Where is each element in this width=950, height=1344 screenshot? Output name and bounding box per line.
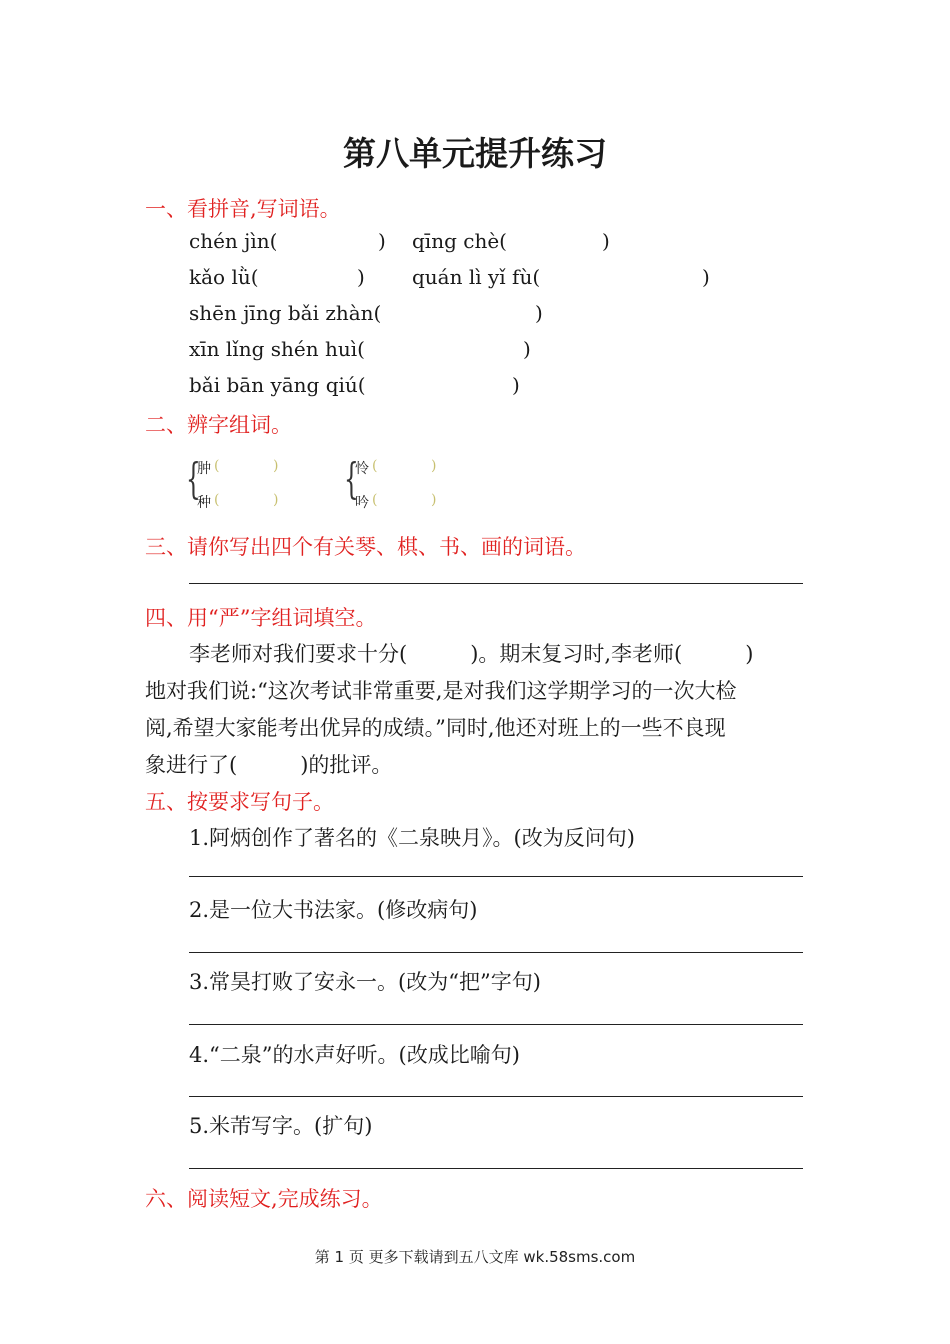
pinyin-close: ) — [378, 229, 386, 253]
pinyin-item: bǎi bān yāng qiú( — [189, 373, 366, 397]
paragraph-line: 李老师对我们要求十分( )。期末复习时,李老师( ) — [189, 642, 754, 666]
section-3-heading: 三、请你写出四个有关琴、棋、书、画的词语。 — [145, 535, 586, 559]
answer-line — [189, 1168, 803, 1169]
section-1-heading: 一、看拼音,写词语。 — [145, 197, 341, 221]
pinyin-item: kǎo lǜ( — [189, 265, 259, 289]
paren-open: ( — [214, 458, 220, 474]
answer-line — [189, 952, 803, 953]
pinyin-item: chén jìn( — [189, 229, 278, 253]
sentence-task: 2.是一位大书法家。(修改病句) — [189, 898, 478, 922]
paren-open: ( — [214, 492, 220, 508]
pinyin-close: ) — [702, 265, 710, 289]
answer-line — [189, 1096, 803, 1097]
brace-icon: { — [344, 454, 359, 503]
pinyin-close: ) — [357, 265, 365, 289]
answer-line — [189, 1024, 803, 1025]
char-pair-bottom: 吟 — [355, 495, 369, 511]
section-4-heading: 四、用“严”字组词填空。 — [145, 606, 377, 630]
paragraph-line: 象进行了( )的批评。 — [145, 753, 393, 777]
section-5-heading: 五、按要求写句子。 — [145, 790, 334, 814]
pinyin-item: shēn jīng bǎi zhàn( — [189, 301, 382, 325]
pinyin-close: ) — [512, 373, 520, 397]
pinyin-item: qīng chè( — [412, 229, 507, 253]
brace-icon: { — [186, 454, 201, 503]
pinyin-item: quán lì yǐ fù( — [412, 265, 541, 289]
paragraph-line: 阅,希望大家能考出优异的成绩。”同时,他还对班上的一些不良现 — [145, 716, 726, 740]
sentence-task: 1.阿炳创作了著名的《二泉映月》。(改为反问句) — [189, 826, 635, 850]
pinyin-close: ) — [602, 229, 610, 253]
page-footer: 第 1 页 更多下载请到五八文库 wk.58sms.com — [314, 1248, 636, 1266]
section-2-heading: 二、辨字组词。 — [145, 413, 292, 437]
paren-close: ) — [431, 492, 437, 508]
answer-line — [189, 876, 803, 877]
sentence-task: 5.米芾写字。(扩句) — [189, 1114, 373, 1138]
pinyin-close: ) — [535, 301, 543, 325]
paragraph-line: 地对我们说:“这次考试非常重要,是对我们这学期学习的一次大检 — [145, 679, 737, 703]
char-pair-top: 肿 — [197, 461, 211, 477]
paren-close: ) — [273, 458, 279, 474]
paren-open: ( — [372, 458, 378, 474]
pinyin-item: xīn lǐng shén huì( — [189, 337, 365, 361]
answer-line — [189, 583, 803, 584]
char-pair-top: 怜 — [355, 461, 369, 477]
section-6-heading: 六、阅读短文,完成练习。 — [145, 1187, 383, 1211]
page-title: 第八单元提升练习 — [343, 134, 607, 173]
paren-open: ( — [372, 492, 378, 508]
paren-close: ) — [431, 458, 437, 474]
sentence-task: 4.“二泉”的水声好听。(改成比喻句) — [189, 1043, 520, 1067]
pinyin-close: ) — [523, 337, 531, 361]
sentence-task: 3.常昊打败了安永一。(改为“把”字句) — [189, 970, 541, 994]
char-pair-bottom: 种 — [197, 495, 211, 511]
paren-close: ) — [273, 492, 279, 508]
